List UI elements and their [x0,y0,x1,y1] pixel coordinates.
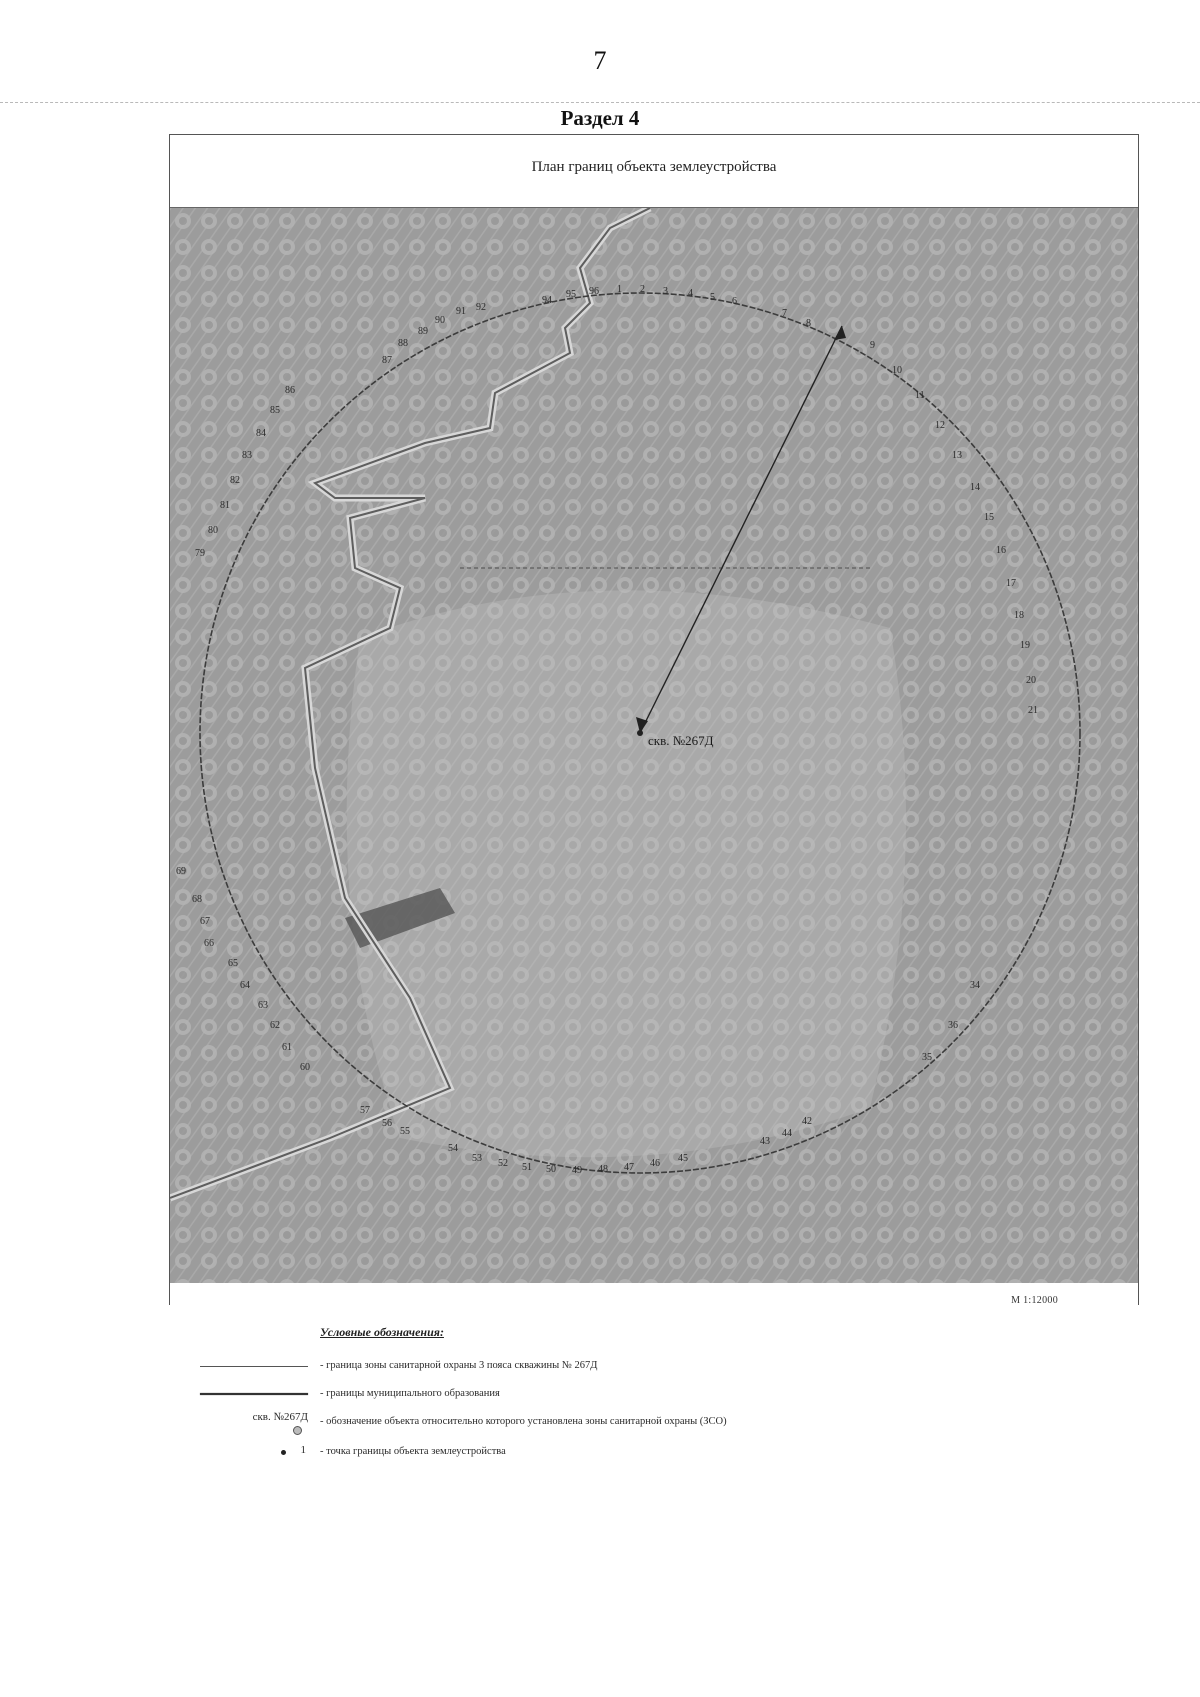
point-label: 9 [870,340,875,351]
point-label: 54 [448,1143,458,1154]
point-label: 14 [970,482,980,493]
point-label: 86 [285,385,295,396]
plan-title: План границ объекта землеустройства [531,159,777,175]
point-label: 49 [572,1165,582,1176]
top-rule [0,102,1200,103]
point-label: 11 [915,390,925,401]
point-label: 12 [935,420,945,431]
point-label: 3 [663,286,668,297]
point-label: 81 [220,500,230,511]
point-label: 62 [270,1020,280,1031]
point-label: 52 [498,1158,508,1169]
point-label: 92 [476,302,486,313]
point-label: 44 [782,1128,792,1139]
legend-point-label: 1 [300,1444,306,1456]
point-label: 69 [176,866,186,877]
legend-symbol-well [200,1411,308,1435]
legend-row-well [170,1411,1138,1435]
point-label: 46 [650,1158,660,1169]
point-label: 53 [472,1153,482,1164]
point-label: 35 [922,1052,932,1063]
point-label: 5 [710,292,715,303]
legend-symbol-thin-line [200,1355,308,1379]
point-label: 63 [258,1000,268,1011]
legend-text: - обозначение объекта относительно которого установлена зоны санитарной охраны (ЗСО) [320,1416,727,1427]
point-label: 65 [228,958,238,969]
legend-row-point [170,1441,1138,1465]
point-label: 8 [806,318,811,329]
light-zone [347,590,906,1157]
point-label: 90 [435,315,445,326]
legend-row-zone-boundary [170,1355,1138,1379]
point-label: 57 [360,1105,370,1116]
point-label: 82 [230,475,240,486]
point-label: 20 [1026,675,1036,686]
point-label: 61 [282,1042,292,1053]
legend-well-label: скв. №267Д [252,1411,308,1423]
scale-label: М 1:12000 [1011,1295,1058,1306]
point-label: 43 [760,1136,770,1147]
well-label: скв. №267Д [648,733,714,748]
plan-frame [169,134,1139,1457]
point-icon [281,1450,286,1455]
point-label: 13 [952,450,962,461]
point-label: 60 [300,1062,310,1073]
point-label: 85 [270,405,280,416]
point-label: 34 [970,980,980,991]
point-label: 15 [984,512,994,523]
point-label: 56 [382,1118,392,1129]
point-label: 4 [688,288,693,299]
thin-line-icon [200,1366,308,1367]
legend-text: - точка границы объекта землеустройства [320,1446,506,1457]
point-label: 87 [382,355,392,366]
point-label: 96 [589,286,599,297]
point-label: 47 [624,1162,634,1173]
point-label: 89 [418,326,428,337]
point-label: 48 [598,1164,608,1175]
point-label: 80 [208,525,218,536]
section-title: Раздел 4 [560,106,640,130]
point-label: 36 [948,1020,958,1031]
point-label: 84 [256,428,266,439]
legend-symbol-point [200,1441,308,1465]
legend-text: - границы муниципального образования [320,1388,500,1399]
point-label: 68 [192,894,202,905]
legend-title: Условные обозначения: [320,1325,444,1339]
point-label: 7 [782,308,787,319]
point-label: 42 [802,1116,812,1127]
well-marker [637,730,643,736]
point-label: 6 [732,296,737,307]
map-area[interactable] [170,208,1138,1283]
legend-row-municipal [170,1383,1138,1407]
point-label: 94 [542,295,552,306]
point-label: 16 [996,545,1006,556]
page-number: 7 [593,46,607,75]
legend [170,1315,1138,1515]
point-label: 66 [204,938,214,949]
map-svg [170,208,1138,1283]
point-label: 67 [200,916,210,927]
point-label: 10 [892,365,902,376]
legend-text: - граница зоны санитарной охраны 3 пояса скважины № 267Д [320,1360,598,1371]
point-label: 51 [522,1162,532,1173]
point-label: 18 [1014,610,1024,621]
point-label: 64 [240,980,250,991]
point-label: 88 [398,338,408,349]
plan-header [170,135,1138,208]
point-label: 79 [195,548,205,559]
thick-line-icon [200,1393,308,1395]
point-label: 50 [546,1164,556,1175]
point-label: 17 [1006,578,1016,589]
legend-symbol-thick-line [200,1383,308,1407]
point-label: 55 [400,1126,410,1137]
point-label: 1 [617,284,622,295]
point-label: 91 [456,306,466,317]
point-label: 45 [678,1153,688,1164]
point-label: 83 [242,450,252,461]
point-label: 21 [1028,705,1038,716]
point-label: 19 [1020,640,1030,651]
point-label: 95 [566,289,576,300]
point-label: 2 [640,284,645,295]
well-icon [293,1426,302,1435]
